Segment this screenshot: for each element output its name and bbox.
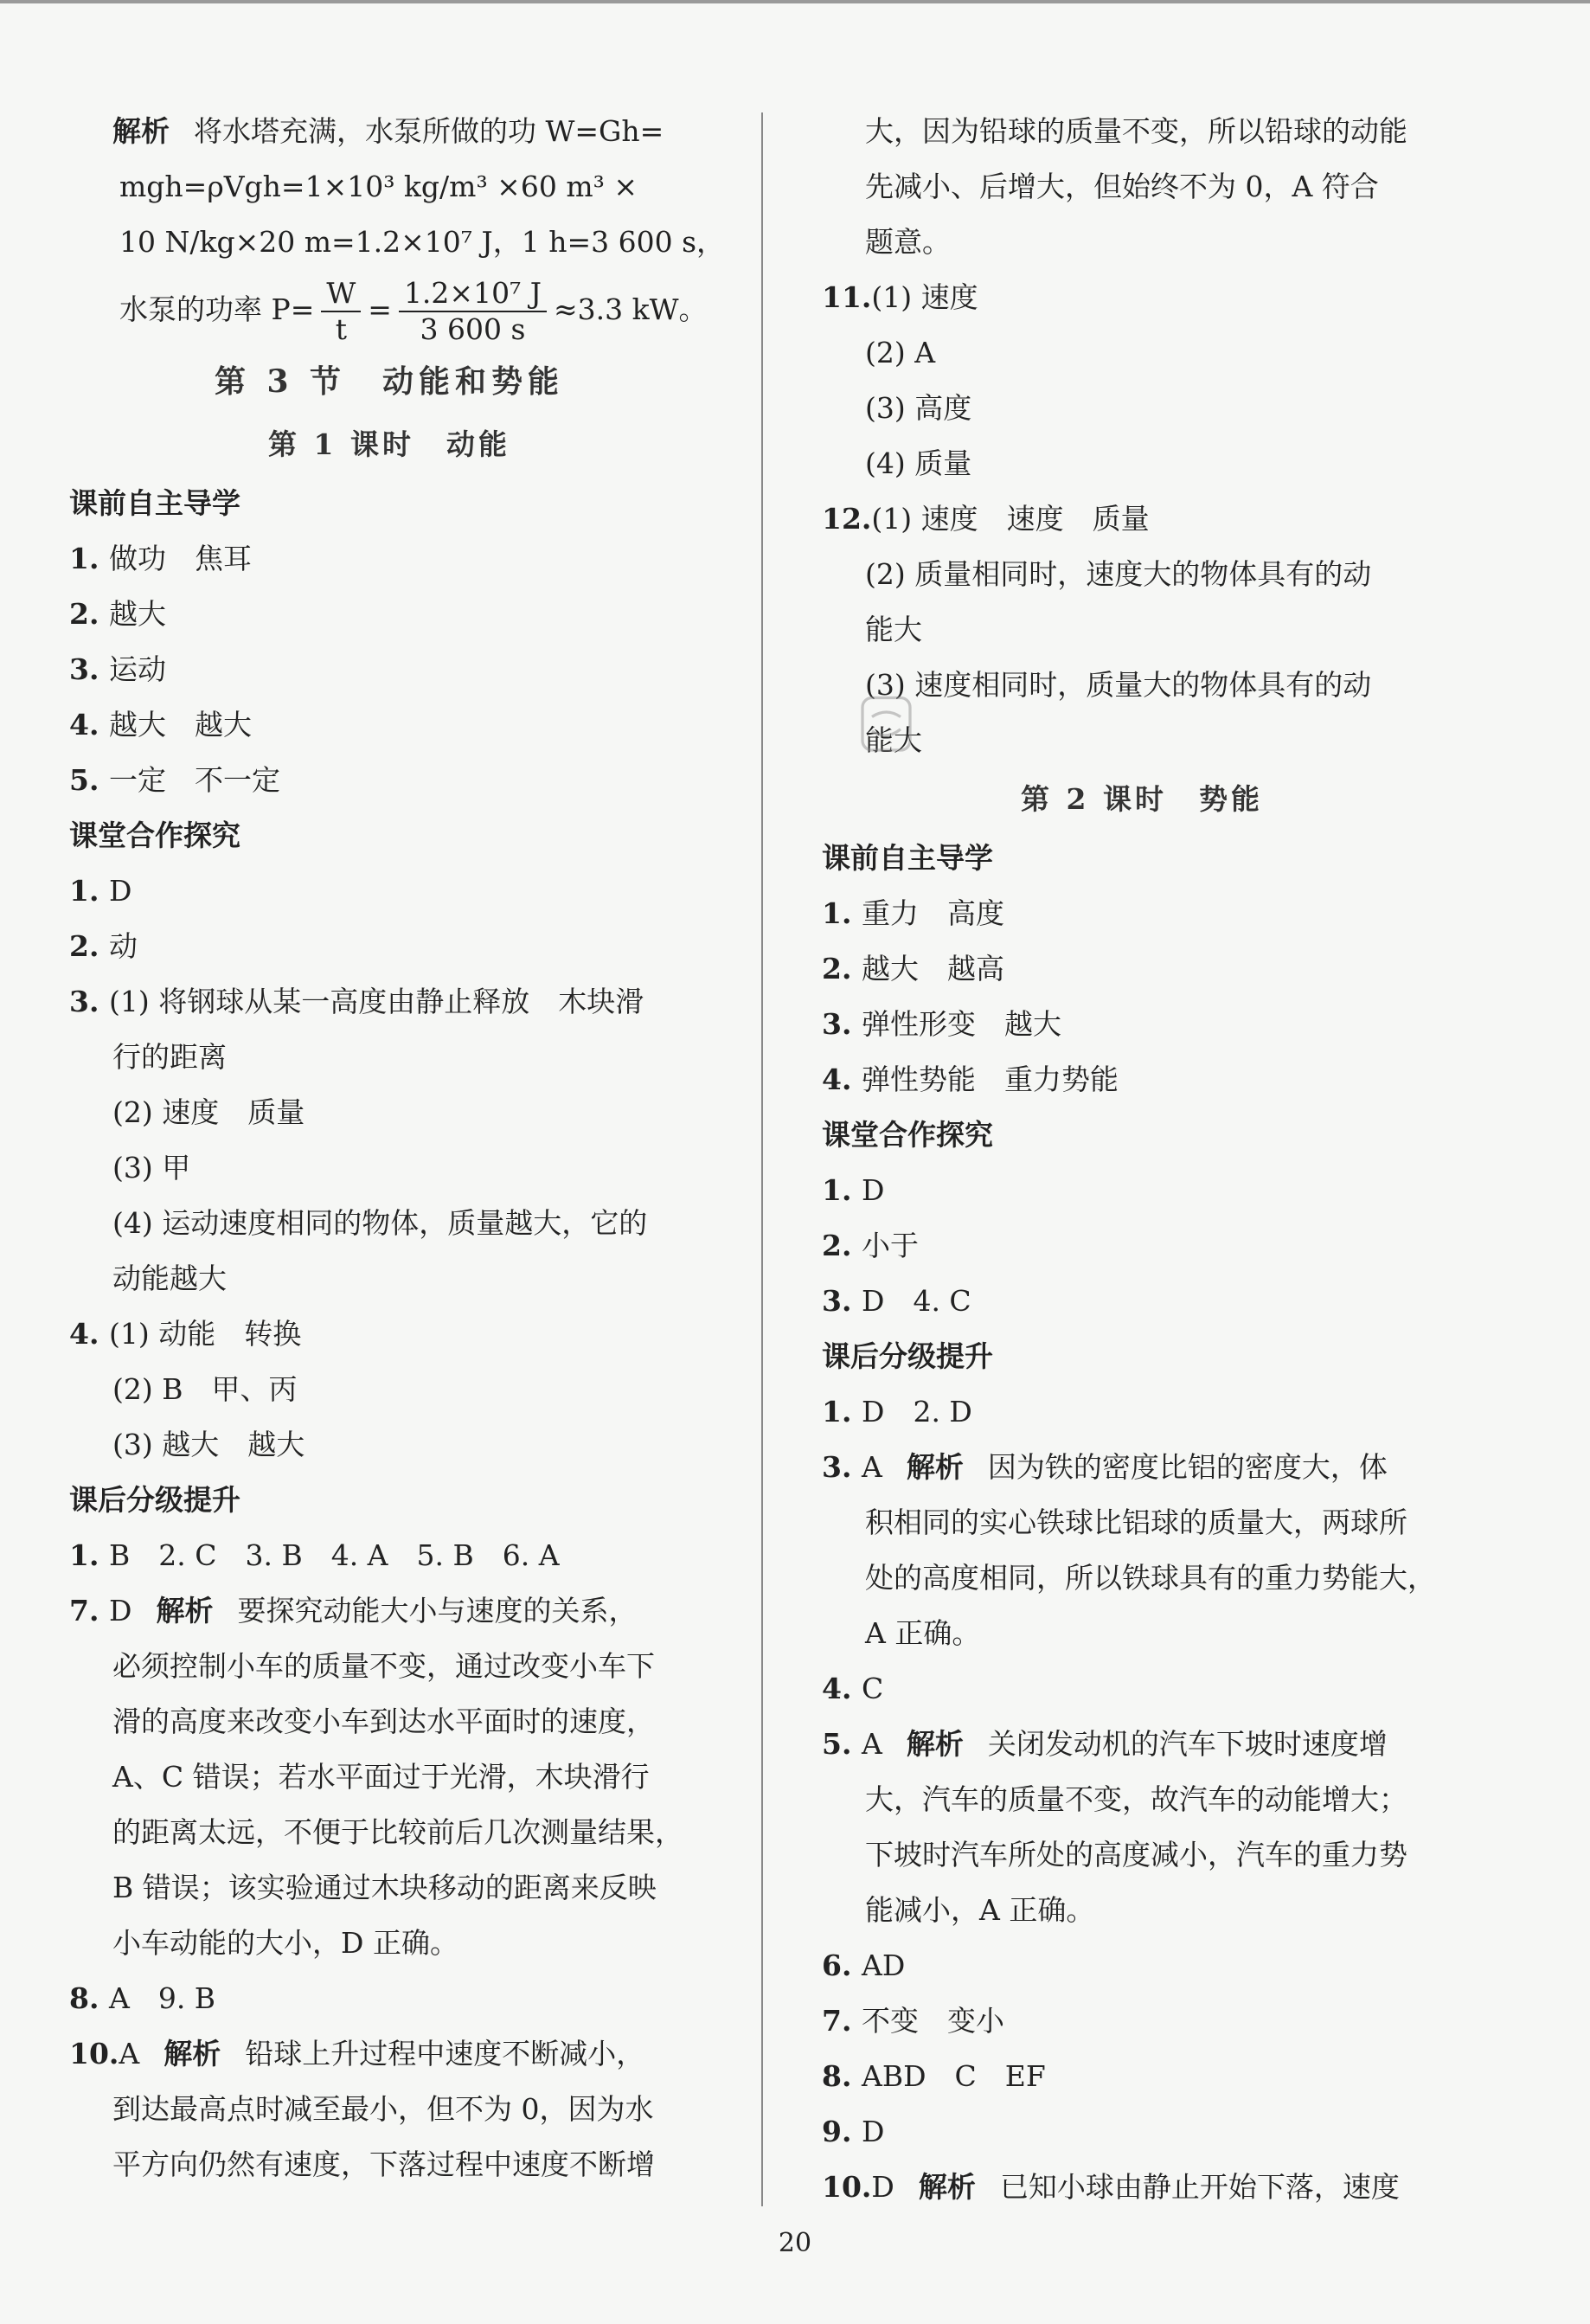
item-number: 11. — [822, 280, 872, 314]
answer-line: (2) A — [865, 336, 936, 369]
top-border — [0, 0, 1590, 3]
right-column — [822, 104, 1462, 2215]
answer-line: 到达最高点时减至最小，但不为 0，因为水 — [112, 2092, 654, 2126]
text: 已知小球由静止开始下落，速度 — [999, 2170, 1400, 2204]
answer-item — [69, 863, 709, 919]
text: 弹性势能 重力势能 — [862, 1062, 1119, 1096]
analysis-label: 解析 — [906, 1727, 964, 1761]
answer-item — [822, 270, 1462, 325]
text: 不变 变小 — [862, 2004, 1004, 2038]
text: (1) 动能 转换 — [109, 1317, 302, 1351]
answer-item — [822, 2049, 1462, 2104]
item-number: 5. — [822, 1727, 852, 1761]
text: ABD C EF — [862, 2059, 1046, 2093]
item-number: 3. — [822, 1007, 852, 1041]
text: A — [862, 1450, 882, 1484]
text: D — [862, 1173, 885, 1207]
answer-item — [822, 1218, 1462, 1274]
item-number: 5. — [69, 763, 99, 797]
lesson-title: 第 2 课时 势能 — [1021, 782, 1263, 816]
answer-item — [822, 491, 1462, 547]
power-formula: 水泵的功率 P= $\frac{W}{t}$ = $\frac{\text{1.2×10⁷ J}}{3 600 s}$ ≈3.3 kW。 — [119, 276, 708, 346]
text: (1) 速度 — [871, 280, 978, 314]
text: D 2. D — [862, 1395, 972, 1428]
text: 越大 越大 — [109, 708, 252, 741]
text: 动 — [109, 929, 138, 963]
answer-item — [69, 587, 709, 642]
answer-item — [69, 1971, 709, 2026]
item-number: 1. — [822, 1395, 852, 1428]
answer-line: B 错误；该实验通过木块移动的距离来反映 — [112, 1871, 657, 1904]
text: C — [862, 1672, 884, 1705]
denominator: 3 600 s — [420, 312, 526, 346]
answer-line: 平方向仍然有速度，下落过程中速度不断增 — [112, 2147, 655, 2181]
item-number: 4. — [822, 1672, 852, 1705]
text: 要探究动能大小与速度的关系， — [237, 1594, 638, 1627]
item-number: 3. — [822, 1284, 852, 1318]
text: AD — [862, 1948, 906, 1982]
item-number: 7. — [69, 1594, 99, 1627]
analysis-label: 解析 — [156, 1594, 214, 1627]
answer-item — [69, 974, 709, 1030]
numerator: W — [321, 276, 361, 312]
answer-line: 的距离太远，不便于比较前后几次测量结果， — [112, 1815, 683, 1849]
answer-item — [822, 2104, 1462, 2160]
text: 因为铁的密度比铝的密度大，体 — [987, 1450, 1388, 1484]
answer-item — [822, 1163, 1462, 1218]
answer-item — [822, 886, 1462, 941]
item-number: 6. — [822, 1948, 852, 1982]
answer-line: (3) 高度 — [865, 391, 972, 425]
answer-item — [822, 1717, 1462, 1772]
answer-item — [822, 1274, 1462, 1329]
text: (1) 将钢球从某一高度由静止释放 木块滑 — [109, 985, 644, 1018]
fraction-w-over-t — [321, 276, 361, 347]
text: 一定 不一定 — [109, 763, 280, 797]
item-number: 1. — [822, 1173, 852, 1207]
item-number: 3. — [69, 985, 99, 1018]
item-number: 1. — [69, 874, 99, 908]
item-number: 1. — [69, 1538, 99, 1572]
text: 将水塔充满，水泵所做的功 W=Gh= — [194, 114, 664, 148]
fraction-value — [399, 276, 547, 347]
answer-line: 先减小、后增大，但始终不为 0，A 符合 — [865, 170, 1379, 203]
answer-line: 大，因为铅球的质量不变，所以铅球的动能 — [865, 114, 1407, 148]
answer-line: (3) 速度相同时，质量大的物体具有的动 — [865, 668, 1372, 702]
text: 弹性形变 越大 — [862, 1007, 1061, 1041]
item-number: 7. — [822, 2004, 852, 2038]
answer-line: (4) 质量 — [865, 446, 972, 480]
answer-line: (3) 越大 越大 — [112, 1428, 305, 1461]
answer-line: (2) 速度 质量 — [112, 1095, 305, 1129]
answer-line: 必须控制小车的质量不变，通过改变小车下 — [112, 1649, 655, 1683]
text: D — [109, 1594, 132, 1627]
text: 越大 — [109, 597, 166, 631]
item-number: 8. — [69, 1981, 99, 2015]
text: D — [871, 2170, 894, 2204]
answer-line: 能减小，A 正确。 — [865, 1893, 1095, 1927]
text: 小于 — [862, 1229, 919, 1262]
answer-item — [822, 2160, 1462, 2215]
answer-line: A 正确。 — [865, 1616, 981, 1650]
answer-item — [69, 697, 709, 753]
answer-item — [822, 1052, 1462, 1107]
column-divider — [761, 112, 763, 2206]
answer-line: 积相同的实心铁球比铝球的质量大，两球所 — [865, 1505, 1407, 1539]
item-number: 2. — [69, 597, 99, 631]
item-number: 3. — [822, 1450, 852, 1484]
answer-line: 10 N/kg×20 m=1.2×10⁷ J，1 h=3 600 s， — [119, 225, 726, 259]
text: A 9. B — [109, 1981, 216, 2015]
answer-item — [822, 1993, 1462, 2049]
answer-line: 大，汽车的质量不变，故汽车的动能增大； — [865, 1782, 1407, 1816]
answer-item — [822, 1384, 1462, 1440]
heading: 课堂合作探究 — [822, 1118, 993, 1152]
answer-line: 行的距离 — [112, 1040, 227, 1074]
text: D — [109, 874, 132, 908]
answer-item — [822, 941, 1462, 997]
answer-line: 处的高度相同，所以铁球具有的重力势能大， — [865, 1561, 1436, 1595]
analysis-label: 解析 — [163, 2037, 221, 2070]
item-number: 2. — [822, 952, 852, 985]
text: 铅球上升过程中速度不断减小， — [245, 2037, 645, 2070]
text: 水泵的功率 P= — [119, 292, 315, 326]
text: 运动 — [109, 652, 166, 686]
text: 做功 焦耳 — [109, 542, 252, 575]
text: A — [119, 2037, 140, 2070]
item-number: 10. — [822, 2170, 872, 2204]
answer-line: 能大 — [865, 613, 922, 646]
answer-line: (2) 质量相同时，速度大的物体具有的动 — [865, 557, 1372, 591]
answer-item — [69, 753, 709, 808]
item-number: 4. — [69, 708, 99, 741]
answer-line: (4) 运动速度相同的物体，质量越大，它的 — [112, 1206, 648, 1240]
item-number: 2. — [822, 1229, 852, 1262]
denominator: t — [335, 312, 347, 346]
text: D 4. C — [862, 1284, 971, 1318]
answer-line: mgh=ρVgh=1×10³ kg/m³ ×60 m³ × — [119, 170, 638, 203]
answer-line: (3) 甲 — [112, 1151, 191, 1184]
answer-line: 滑的高度来改变小车到达水平面时的速度， — [112, 1704, 655, 1738]
text: D — [862, 2115, 885, 2148]
answer-item — [69, 642, 709, 697]
text: B 2. C 3. B 4. A 5. B 6. A — [109, 1538, 560, 1572]
numerator: 1.2×10⁷ J — [399, 276, 547, 312]
item-number: 10. — [69, 2037, 119, 2070]
item-number: 9. — [822, 2115, 852, 2148]
answer-item — [822, 1440, 1462, 1495]
text: ≈3.3 kW。 — [554, 292, 708, 326]
answer-line: 能大 — [865, 723, 922, 757]
item-number: 4. — [69, 1317, 99, 1351]
answer-item — [822, 1661, 1462, 1717]
text: 关闭发动机的汽车下坡时速度增 — [987, 1727, 1388, 1761]
answer-item — [69, 1583, 709, 1639]
item-number: 12. — [822, 502, 872, 536]
answer-line: 下坡时汽车所处的高度减小，汽车的重力势 — [865, 1838, 1407, 1871]
heading: 课前自主导学 — [822, 841, 993, 875]
answer-item — [69, 2026, 709, 2082]
answer-item — [822, 1938, 1462, 1993]
heading: 课后分级提升 — [822, 1339, 993, 1373]
analysis-label: 解析 — [112, 114, 170, 148]
lesson-title: 第 1 课时 动能 — [268, 427, 510, 461]
item-number: 2. — [69, 929, 99, 963]
answer-line: 动能越大 — [112, 1262, 227, 1295]
text: 重力 高度 — [862, 896, 1004, 930]
text: (1) 速度 速度 质量 — [871, 502, 1150, 536]
analysis-label: 解析 — [918, 2170, 976, 2204]
heading: 课堂合作探究 — [69, 819, 240, 852]
faint-stamp-icon — [843, 684, 939, 779]
answer-item — [69, 531, 709, 587]
analysis-label: 解析 — [906, 1450, 964, 1484]
answer-item — [822, 997, 1462, 1052]
page-number: 20 — [778, 2228, 812, 2258]
item-number: 4. — [822, 1062, 852, 1096]
answer-item — [69, 1306, 709, 1362]
answer-item — [69, 919, 709, 974]
text: 越大 越高 — [862, 952, 1004, 985]
item-number: 8. — [822, 2059, 852, 2093]
answer-line — [69, 104, 709, 159]
item-number: 3. — [69, 652, 99, 686]
left-column — [69, 104, 726, 2192]
section-title: 第 3 节 动能和势能 — [214, 363, 565, 400]
heading: 课后分级提升 — [69, 1483, 240, 1517]
answer-line: 题意。 — [865, 225, 951, 259]
answer-line: (2) B 甲、丙 — [112, 1372, 298, 1406]
item-number: 1. — [69, 542, 99, 575]
answer-item — [69, 1528, 709, 1583]
item-number: 1. — [822, 896, 852, 930]
text: A — [862, 1727, 882, 1761]
answer-line: A、C 错误；若水平面过于光滑，木块滑行 — [112, 1760, 650, 1794]
heading: 课前自主导学 — [69, 486, 240, 520]
answer-line: 小车动能的大小，D 正确。 — [112, 1926, 458, 1960]
